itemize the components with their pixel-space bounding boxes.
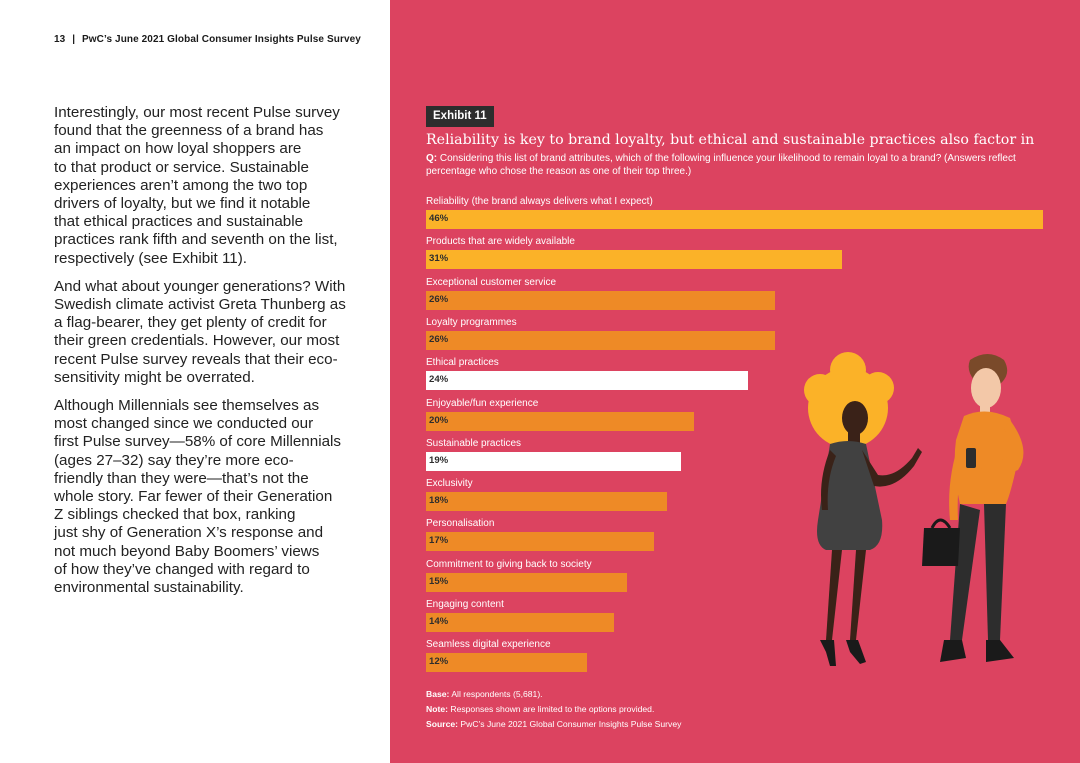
woman-figure (804, 352, 922, 666)
page-header (54, 34, 361, 45)
bar-value-label: 12% (429, 656, 449, 668)
paragraph-2: And what about younger generations? With Swedish climate activist Greta Thunberg as a flag-bearer, they get plenty of credit for their green credentials. However, our most recent Pulse survey reveals that their eco- sensitivity might be overrated. (54, 277, 346, 386)
footnote-base (426, 689, 543, 699)
bar-value-label: 46% (429, 213, 449, 224)
bar-label: Enjoyable/fun experience (426, 397, 539, 409)
chart-title: Reliability is key to brand loyalty, but ethical and sustainable practices also factor in (426, 132, 1035, 148)
body-text (54, 104, 364, 607)
bar-label: Commitment to giving back to society (426, 558, 592, 570)
bar (426, 291, 775, 310)
page-number: 13 (54, 34, 66, 45)
bar-value-label: 31% (429, 253, 449, 265)
bar (426, 532, 654, 551)
source-text: PwC’s June 2021 Global Consumer Insights Pulse Survey (460, 719, 682, 729)
footnote-note (426, 704, 654, 714)
bar (426, 412, 694, 431)
note-text: Responses shown are limited to the options provided. (450, 704, 655, 714)
bar (426, 613, 614, 632)
footnote-source (426, 719, 681, 729)
bar-value-label: 19% (429, 454, 449, 466)
note-label: Note: (426, 704, 448, 714)
man-figure (922, 354, 1023, 662)
exhibit-tag: Exhibit 11 (426, 106, 494, 127)
bar-value-label: 26% (429, 293, 449, 305)
paragraph-1: Interestingly, our most recent Pulse survey found that the greenness of a brand has an impact on how loyal shoppers are to that product or service. Sustainable experiences aren’t among the two top drivers of loyalty, but we find it notable that ethical practices and sustainable practices rank fifth and seventh on the list, respectively (see Exhibit 11). (54, 104, 340, 267)
bar-label: Seamless digital experience (426, 639, 551, 651)
bar (426, 573, 627, 592)
base-label: Base: (426, 689, 450, 699)
bar (426, 371, 748, 390)
bar-value-label: 26% (429, 333, 449, 345)
bar-label: Exclusivity (426, 478, 473, 490)
paragraph-3: Although Millennials see themselves as most changed since we conducted our first Pulse survey—58% of core Millennials (ages 27–32) say they’re more eco- friendly than they were—that’s not the whole story. Far fewer of their Generation Z siblings checked that box, ranking just shy of Generation X’s response and not much beyond Baby Boomers’ views of how they’ve changed with regard to environmental sustainability. (54, 397, 341, 597)
bar (426, 331, 775, 350)
bar-label: Loyalty programmes (426, 316, 517, 328)
shoppers-illustration (800, 340, 1060, 680)
source-label: Source: (426, 719, 458, 729)
bar (426, 492, 667, 511)
publication-title: PwC’s June 2021 Global Consumer Insights Pulse Survey (82, 34, 361, 45)
bar-label: Reliability (the brand always delivers what I expect) (426, 196, 653, 207)
base-text: All respondents (5,681). (451, 689, 543, 699)
bar-value-label: 24% (429, 374, 449, 386)
bar-value-label: 18% (429, 495, 449, 507)
bar (426, 452, 681, 471)
bar (426, 250, 842, 269)
question-prefix: Q: (426, 153, 438, 164)
bar-label: Engaging content (426, 599, 504, 610)
bar (426, 210, 1043, 229)
bar-label: Sustainable practices (426, 437, 522, 449)
header-separator: | (72, 34, 76, 45)
bar-label: Exceptional customer service (426, 276, 557, 288)
question-text: Considering this list of brand attributes, which of the following influence your likelihood to remain loyal to a brand? (Answers reflect percentage who chose the reason as one of their top three.) (426, 153, 1016, 177)
bar-value-label: 20% (429, 414, 449, 426)
chart-question (426, 153, 1056, 178)
bar-value-label: 17% (429, 535, 449, 547)
bar-label: Ethical practices (426, 357, 499, 369)
bar (426, 653, 587, 672)
bar-label: Personalisation (426, 518, 495, 530)
bar-label: Products that are widely available (426, 236, 575, 248)
bar-value-label: 15% (429, 575, 449, 587)
bar-value-label: 14% (429, 616, 449, 627)
